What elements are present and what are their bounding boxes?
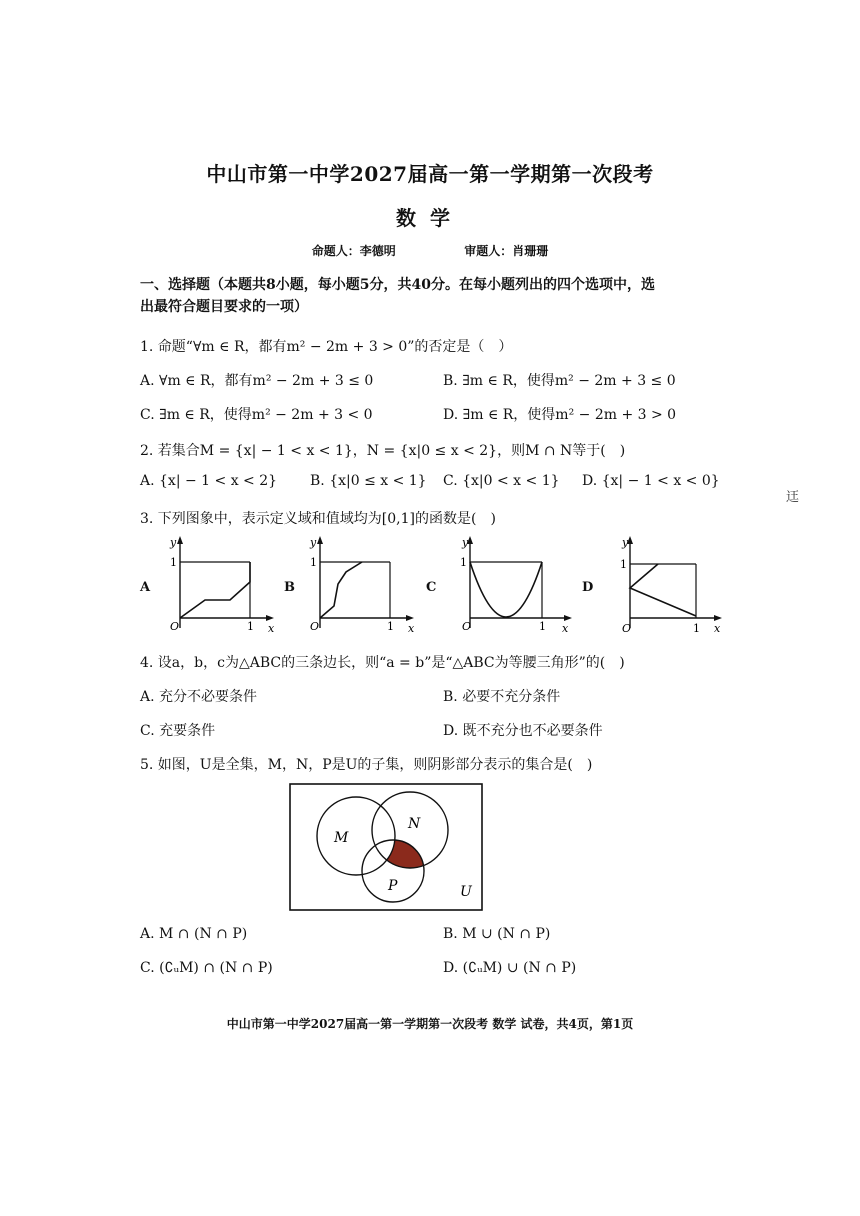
graph-a-y-one: 1 (170, 556, 177, 569)
reviewer-label: 审题人：肖珊珊 (464, 244, 549, 258)
question-4-stem: 4. 设a，b，c为△ABC的三条边长，则“a = b”是“△ABC为等腰三角形”的( ) (140, 655, 625, 671)
question-4-option-a: A. 充分不必要条件 (140, 689, 258, 705)
graph-d (600, 532, 730, 638)
graph-a-y-label: y (170, 536, 177, 549)
question-3-stem: 3. 下列图象中，表示定义域和值域均为[0,1]的函数是( ) (140, 511, 496, 527)
question-1-option-c: C. ∃m ∈ R，使得m² − 2m + 3 < 0 (140, 407, 373, 423)
graph-c-x-one: 1 (539, 620, 546, 633)
page-footer: 中山市第一中学2027届高一第一学期第一次段考 数学 试卷，共4页，第1页 (226, 1017, 634, 1031)
section-heading-line2: 出最符合题目要求的一项） (140, 299, 308, 315)
venn-label-n: N (408, 816, 421, 832)
venn-label-u: U (460, 884, 472, 900)
question-4-option-c: C. 充要条件 (140, 723, 216, 739)
graph-d-x-label: x (714, 622, 721, 635)
question-5-option-c: C. (∁ᵤM) ∩ (N ∩ P) (140, 960, 273, 976)
graph-b-origin: O (310, 620, 320, 633)
question-1-option-b: B. ∃m ∈ R，使得m² − 2m + 3 ≤ 0 (443, 373, 676, 389)
question-2-option-d: D. {x| − 1 < x < 0} (582, 473, 720, 489)
question-5-option-b: B. M ∪ (N ∩ P) (443, 926, 551, 942)
question-5-option-d: D. (∁ᵤM) ∪ (N ∩ P) (443, 960, 577, 976)
graph-d-y-label: y (622, 536, 629, 549)
venn-label-p: P (388, 878, 398, 894)
graph-a-letter: A (140, 580, 151, 595)
graph-d-origin: O (622, 622, 632, 635)
graph-c (440, 532, 580, 638)
question-2-stem: 2. 若集合M = {x| − 1 < x < 1}，N = {x|0 ≤ x < 2}，则M ∩ N等于( ) (140, 443, 626, 459)
question-4-option-b: B. 必要不充分条件 (443, 689, 561, 705)
question-4-option-d: D. 既不充分也不必要条件 (443, 723, 603, 739)
question-2-option-c: C. {x|0 < x < 1} (443, 473, 560, 489)
margin-note: 迋 (786, 490, 800, 505)
graph-c-x-label: x (562, 622, 569, 635)
graph-c-origin: O (462, 620, 472, 633)
graph-b-y-label: y (310, 536, 317, 549)
graph-c-letter: C (426, 580, 437, 595)
question-1-option-d: D. ∃m ∈ R，使得m² − 2m + 3 > 0 (443, 407, 677, 423)
graph-b-x-label: x (408, 622, 415, 635)
graph-c-y-one: 1 (460, 556, 467, 569)
venn-circle-m (317, 797, 395, 875)
graph-b (294, 532, 424, 638)
question-1-stem: 1. 命题“∀m ∈ R，都有m² − 2m + 3 > 0”的否定是（ ） (140, 339, 513, 355)
graph-d-y-one: 1 (620, 558, 627, 571)
question-1-option-a: A. ∀m ∈ R，都有m² − 2m + 3 ≤ 0 (140, 373, 374, 389)
question-2-option-b: B. {x|0 ≤ x < 1} (310, 473, 427, 489)
graph-a-origin: O (170, 620, 180, 633)
subject-title: 数学 (396, 206, 464, 230)
venn-label-m: M (334, 830, 349, 846)
section-heading-line1: 一、选择题（本题共8小题，每小题5分，共40分。在每小题列出的四个选项中，选 (140, 277, 655, 293)
venn-diagram (288, 782, 484, 912)
question-5-option-a: A. M ∩ (N ∩ P) (140, 926, 248, 942)
graph-b-letter: B (284, 580, 295, 595)
question-2-option-a: A. {x| − 1 < x < 2} (140, 473, 278, 489)
graph-a-x-label: x (268, 622, 275, 635)
graph-d-x-one: 1 (693, 622, 700, 635)
graph-b-x-one: 1 (387, 620, 394, 633)
question-5-stem: 5. 如图，U是全集，M，N，P是U的子集，则阴影部分表示的集合是( ) (140, 757, 593, 773)
graph-b-y-one: 1 (310, 556, 317, 569)
graph-a (150, 532, 280, 638)
graph-d-letter: D (582, 580, 594, 595)
authors-line (0, 242, 860, 259)
setter-label: 命题人：李德明 (311, 244, 396, 258)
graph-c-y-label: y (462, 536, 469, 549)
graph-a-x-one: 1 (247, 620, 254, 633)
exam-title: 中山市第一中学2027届高一第一学期第一次段考 (206, 162, 654, 186)
